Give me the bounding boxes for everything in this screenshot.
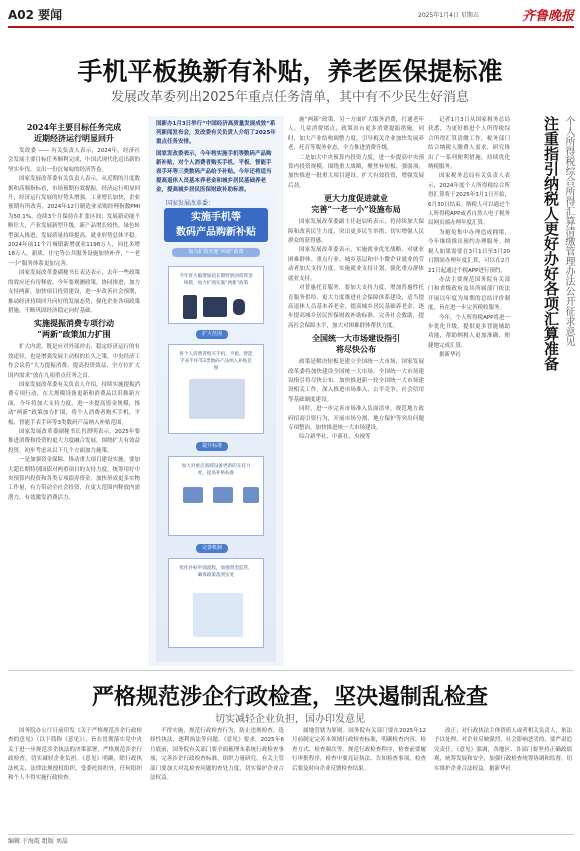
panel-box-2 — [168, 344, 264, 434]
panel-box-1 — [168, 266, 264, 324]
paragraph: 记者1月3日从国家税务总局获悉，为更好推进个人所得税综合所得汇算清缴工作，税务部门结合纳税人缴费人需求，研究推出了一系列便利措施，持续优化纳税服务。 — [428, 117, 510, 171]
paragraph: 同时，进一步完善市场准入负面清单，规范地方政府招商引资行为，开展市场分割、地方保护等突出问题专项整治，加快推进统一大市场建设。 — [288, 406, 424, 431]
story1-column-1 — [8, 120, 140, 668]
panel-box-3 — [168, 456, 264, 536]
paragraph: 据新华社 — [439, 352, 462, 359]
panel-box-3-text: 加大对重点领域设备更新的支持力度，提高补贴标准 — [181, 464, 251, 476]
story2-para: 属地管辖为原则。国务院有关部门要在2025年12月前制定完善本领域行政检查标准，明确检查内容、检查方式、检查频次等。规范行政检查程序，检查前要履行审批程序，检查中要亮证执法、告知检查事项，检查后要及时向企业反馈检查结果。 — [292, 728, 426, 772]
story2-column-1 — [8, 727, 142, 833]
product-illustration — [189, 379, 245, 419]
btn-improve: 完善机制 — [196, 544, 228, 553]
truck-icon — [183, 487, 203, 503]
tablet-icon — [203, 297, 227, 317]
story2-para: 国务院办公厅日前印发《关于严格规范涉企行政检查的意见》（以下简称《意见》），旨在贯彻落实党中央关于进一步规范涉企执法的决策部署，严格规范涉企行政检查，切实减轻企业负担。《意见》明确，除行政执法机关、法律法规授权组织、受委托组织外，任何组织和个人不得实施行政检查。 — [8, 728, 142, 782]
story2-column-4 — [434, 727, 572, 833]
paragraph: 政策是解决短板是建立全国统一大市场，国家发展改革委将加快建设全国统一大市场，全国统一大市场建设指引将尽快公布。加快推进新一轮全国统一大市场建设相关工作，深入推进市场准入、公平竞争、社会信用等基础制度建设。 — [288, 359, 424, 403]
side-subhead: 个人所得税综合所得汇算清缴管理办法公开征求意见 — [563, 116, 574, 346]
panel-box-2-text: 将个人消费者购买手机、平板、智能手表手环等3类数码产品纳入补贴范围 — [179, 352, 253, 371]
page-header — [8, 4, 574, 28]
intro-text-2: 国家发改委表示，今年将实施手机等数码产品购新补贴，对个人消费者购买手机、平板、智能手表手环等三类数码产品给予补贴。今年还将适当提高退休人员基本养老金和城乡居民基础养老金，提高城乡居民医保财政补助标准。 — [156, 151, 272, 193]
footer-credit: 编辑 于海霞 组版 刘晶 — [8, 838, 68, 845]
btn-expand: 扩大范围 — [196, 330, 228, 339]
paragraph: 对普惠托育服务，要加大支持力度，增加普惠性托育服务供给。更大力度推进社会保障体系建设，适当提高退休人员基本养老金，提高城乡居民基础养老金，逐步提高城乡居民医保财政补助标准，完善社会救助，提高社会保障水平，加大对困难群体帮扶力度。 — [288, 285, 424, 329]
story2-para: 不得实施，规范行政检查行为，防止违规检查、选择性执法、逐利执法等问题。《意见》要求，2025年6月底前，国务院有关部门要全面梳理本系统行政检查事项，完善涉企行政检查标准，组织力量研究，有关主管部门要加大对乱检查问题的查处力度，切实保护企业合法权益。 — [150, 728, 284, 782]
paragraph: 发改委 —— 有关负责人表示，2024年，经济社会发展主要目标任务顺利完成，中国式现代化迈出新的坚实步伐，交出一份沉甸甸的经济答卷。 — [8, 148, 140, 173]
house-illustration — [193, 593, 243, 637]
btn-raise: 提升标准 — [196, 442, 228, 451]
paragraph: 国家发展改革委副主任赵辰昕表示，将持续加大保障和改善民生力度，突出更多民生举措，切实增强人民群众的获得感。 — [288, 219, 424, 245]
section-tag: A02 要闻 — [8, 8, 63, 22]
panel-pill: 加力扩围实施“两新”政策 — [172, 248, 260, 257]
paragraph: 施“两新”政策，另一方面扩大服务消费，打通老年人、儿童消费堵点，政策出台更多消费提振措施。同时，加大产业结构调整力度，引导相关企业加快发展养老、托育等服务业态，全力推进消费升级。 — [288, 117, 424, 152]
footer-divider — [8, 834, 574, 835]
paragraph: 国家发展改革委副秘书长肖渭明表示，2025年要推进消费和投资的更大力度融合发展，围绕扩大有效益投资，初步考虑从以下几个方面加力施策。 — [8, 428, 140, 454]
story2-subhead: 切实减轻企业负担，国办印发意见 — [215, 714, 365, 725]
panel-box-4-text: 优化补贴申领流程，加强资金监管，确保政策落到实处 — [179, 566, 253, 578]
tool-icon — [243, 487, 259, 503]
panel-box-4 — [168, 558, 264, 648]
paragraph: 办法主要规范国务院有关部门和省级政府及其所属部门依法开展以年度为周期的总结评价制度，旨在进一步完善税收服务。 — [428, 276, 510, 312]
story2-headline: 严格规范涉企行政检查，坚决遏制乱检查 — [91, 684, 488, 710]
story1-column-4 — [428, 116, 510, 668]
infographic — [148, 116, 284, 666]
subhead: 实施提振消费专项行动 “两新”政策加力扩围 — [34, 318, 114, 340]
watch-icon — [233, 299, 245, 315]
story2-para: 改正；对行政执法主体资质人或者相关负责人，依法予以处理。对企业反映强烈、社会影响恶劣的，要严肃追究责任。《意见》强调，各地区、各部门要坚持正确政绩观，统筹发展和安全，加强行政检查统筹协调和监督，切实维护企业合法权益。据新华社 — [434, 728, 572, 772]
story1-headline: 手机平板换新有补贴，养老医保提标准 — [77, 57, 503, 86]
paragraph: 国家发展改革委有关负责人介绍，持续实施提振消费专项行动。在大规模设备更新和消费品以旧换新方面，今年将加大支持力度，进一步提高资金规模，推动“两新”政策加力扩围，将个人消费者购买手机、平板、智能手表手环等3类数码产品纳入补贴范围。 — [8, 381, 140, 426]
paragraph: 为避免集中办理造成拥堵，今年继续推出预约办理服务。纳税人如果需要在3月1日至3月20日期间办理年度汇算，可以在2月21日起通过个税APP进行预约。 — [428, 229, 510, 274]
panel-tag: 国家发展改革委： — [166, 200, 215, 207]
subhead: 2024年主要目标任务完成 近期经济运行明显回升 — [26, 122, 122, 143]
story2-column-2 — [150, 727, 284, 833]
infographic-panel — [156, 194, 276, 662]
subhead: 全国统一大市场建设指引 将尽快公布 — [312, 333, 400, 355]
paragraph: 综合新华社、中新社、央视等 — [299, 434, 371, 441]
factory-icon — [213, 487, 233, 503]
infographic-intro — [148, 116, 284, 199]
newspaper-logo: 齐鲁晚报 — [521, 9, 574, 24]
side-headline: 注重指引纳税人更好办好各项汇算准备 — [542, 116, 560, 371]
panel-title: 实施手机等 数码产品购新补贴 — [164, 208, 268, 242]
paragraph: 国家发展改革委副秘书长表达表示，去年一些政策的效应还有待释放，今年要观测政策，协同推进，加力支持两新，加快项目投资建设，进一步改善社会预期，推动经济持续回升向好的发展态势，强化企业各项政策措施，不断巩固经济稳定向好基础。 — [8, 270, 140, 314]
phone-icon — [183, 295, 197, 319]
issue-date: 2025年1月4日 星期五 — [418, 12, 479, 19]
intro-text: 国新办1月3日举行“中国经济高质量发展成效”系列新闻发布会，发改委有关负责人介绍了2025年重点任务安排。 — [156, 121, 276, 145]
paragraph: 国家发展改革委表示，实施就业优先战略，对就业困难群体、重点行业、城乡基层和中小微企业就业的劳动者加大支持力度，实施就业支持计划，强化重点群体就业支持。 — [288, 247, 424, 282]
paragraph: 国家税务总局有关负责人表示，2024年度个人所得税综合所得汇算将于2025年3月1日开始，6月30日结束。纳税人可以通过个人所得税APP或者自然人电子税务局网页端办理年度汇算。 — [428, 173, 510, 227]
paragraph: 国家发展改革委有关负责人表示，从近期的月度数据和高频指标看，市场预期有效提振，经济运行明显回升，经济运行发展的好势头增强，工业增长加快，企业预期有所改善。2024年12月制造业采购经理指数PMI为50.1%，连续3个月保持在扩张区间；发展新动能不断壮大，产业发展新型升级，新产品增长较快，绿色转型深入推进，发展质量持续提高，就业形势总体平稳。2024年前11个月城镇新增就业1198万人，同比多增18万人。新质、住宅等公共服务设施加快补齐，“一老一小”服务体系更加完善。 — [8, 176, 140, 267]
story1-subhead: 发展改革委列出2025年重点任务清单，其中有不少民生好消息 — [110, 90, 470, 105]
section-divider — [8, 670, 574, 671]
panel-box-1-text: 今年将大幅增加超长期特别国债资金规模，加力扩围实施“两新”政策 — [179, 274, 253, 286]
paragraph: 一是加强资金保障，推动重大项目建设实施。要加大超长期特别国债对两重项目的支持力度，统筹用好中央预算内投资和各类专项债券资金，加快形成更多实物工作量，有力带动全社会投资，在更大范围内释放内需潜力，有效激发消费活力。 — [8, 457, 140, 501]
paragraph: 今年，个人所得税APP将进一步优化升级，提供更多智能辅助功能，帮助纳税人更加准确、便捷地完成汇算。 — [428, 314, 510, 349]
story1-column-3 — [288, 116, 424, 668]
paragraph: 扩大内需，既是应对外部冲击、稳定经济运行的有效途径，也是增强发展主动权的长久之策。中央经济工作会议将“大力提振消费、提高投资效益，全方位扩大国内需求”放在九项重点任务之首。 — [8, 344, 140, 379]
subhead: 更大力度促进就业 完善“一老一小”设施布局 — [311, 193, 401, 215]
story2-column-3 — [292, 727, 426, 833]
paragraph: 二是加大中央预算内投资力度，进一步提高中央预算内投资规模，围绕重大战略，聚焦补短板、强弱项，加快推进一批重大项目建设，扩大有效投资，增强发展后劲。 — [288, 154, 424, 189]
